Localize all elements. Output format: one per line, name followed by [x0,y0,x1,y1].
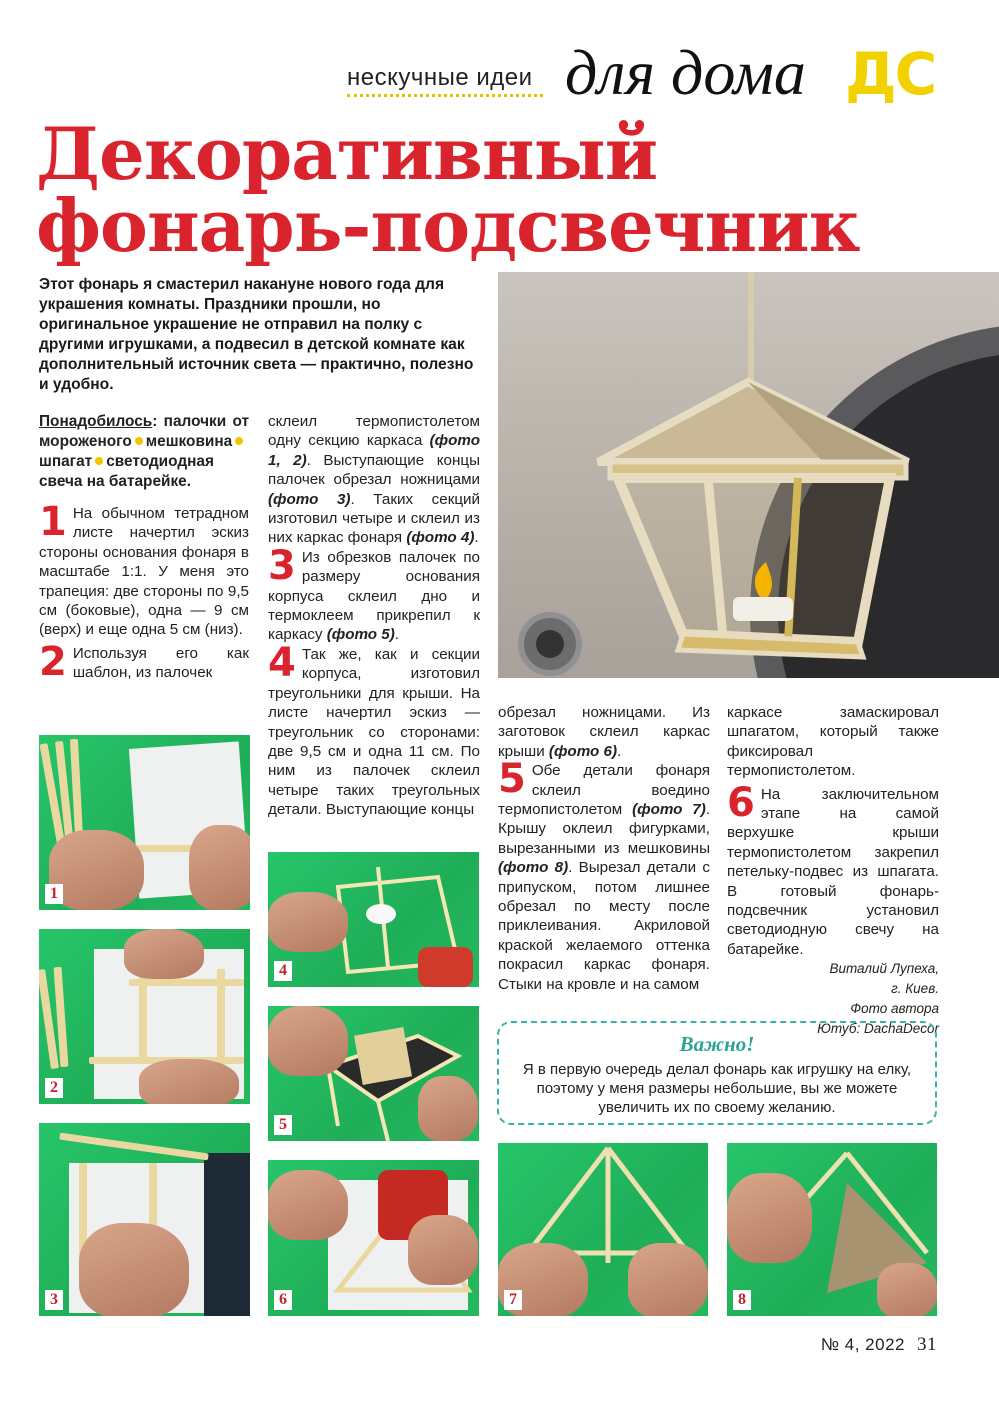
photo-number: 4 [274,961,292,981]
hand [408,1215,478,1285]
step-2-continued: склеил термопистолетом одну секцию каркаса (фото 1, 2). Выступающие концы палочек обрезал ножницами (фото 3). Таких секций изготовил четыре и склеил из них каркас фонаря (фото 4). [268,413,481,547]
lantern-main-photo [498,272,999,678]
material-item: палочки от мороженого [39,413,249,450]
roof-frame-line [608,1148,688,1253]
burlap-piece [354,1027,412,1085]
credit-city: г. Киев. [891,981,939,997]
hand [727,1173,812,1263]
text-column-2 [268,412,480,820]
text-column-4 [727,703,939,1039]
frame-line [328,1066,338,1126]
material-item: светодиодная свеча на батарейке. [39,453,214,490]
photo-number: 6 [274,1290,292,1310]
step-photo-2 [39,929,250,1104]
step-number: 2 [39,638,67,685]
important-note-box [497,1021,937,1125]
credit-photo: Фото автора [850,1001,939,1017]
glue-gun [418,947,473,987]
section-header [345,38,945,108]
step-number: 4 [268,639,296,686]
hand [268,892,348,952]
step-photo-1 [39,735,250,910]
photo-reference: (фото 1, 2) [268,432,480,469]
photo-number: 7 [504,1290,522,1310]
hand [124,929,204,979]
text-column-3 [498,703,710,994]
led-candle [733,597,793,621]
step-4-continued: обрезал ножницами. Из заготовок склеил каркас крыши (фото 6). [498,704,710,760]
step-2 [39,638,249,685]
important-heading: Важно! [679,1032,755,1056]
step-text: На обычном тетрадном листе начертил эскиз стороны основания фонаря в масштабе 1:1. У меня это трапеция: две стороны по 9,5 см (боковые), одна — 9 см (верх) и еще одна 5 см (низ). [39,505,249,639]
photo-number: 1 [45,884,63,904]
header-section-title: для дома [565,37,806,108]
step-photo-8 [727,1143,937,1316]
hand [189,825,250,910]
important-text: Я в первую очередь делал фонарь как игрушку на елку, поэтому у меня размеры небольшие, вы же можете увеличить их по своему желанию. [522,1061,912,1116]
hand [268,1006,348,1076]
bullet-dot [135,437,143,445]
header-tagline: нескучные идеи [347,64,533,91]
page-number: 31 [917,1334,937,1355]
step-photo-3 [39,1123,250,1316]
step-6: 6 На заключительном этапе на самой верхушке крыши термопистолетом закрепил петельку-подвес из шпагата. В готовый фонарь-подсвечник установил светодиодную свечу на батарейке. [727,779,939,958]
hand [418,1076,478,1141]
material-item: мешковина [145,433,233,450]
step-number: 3 [268,542,296,589]
article-title [36,111,936,268]
photo-number: 3 [45,1290,63,1310]
tagline-underline [347,94,543,97]
page-footer [821,1334,937,1356]
step-3: 3 Из обрезков палочек по размеру основания корпуса склеил дно и термоклеем прикрепил к каркасу (фото 5). [268,542,480,644]
roof-frame-line [528,1148,608,1253]
hand [49,830,144,910]
step-photo-4 [268,852,479,987]
step-5: 5 Обе детали фонаря склеил воедино термопистолетом (фото 7). Крышу оклеил фигурками, вырезанными из мешковины (фото 8). Вырезал детали с припуском, потом лишнее обрезал по месту после приклеивания. Акриловой краской желаемого оттенка покрасил каркас фонаря. Стыки на кровле и на самом [498,756,710,993]
photo-reference: (фото 5) [326,626,395,644]
step-photo-5 [268,1006,479,1141]
hand [268,1170,348,1240]
step-number: 6 [727,779,755,826]
step-4: 4 Так же, как и секции корпуса, изготовил треугольники для крыши. На листе начертил эскиз — треугольник со сторонами: две 9,5 см и одна 11 см. По ним из палочек склеил четыре таких треугольных детали. Выступающие концы [268,639,480,819]
hand [139,1059,239,1104]
credit-author: Виталий Лупеха, [829,961,939,977]
step-photo-7 [498,1143,708,1316]
step-photo-6 [268,1160,479,1316]
materials-label: Понадобилось [39,413,153,430]
photo-reference: (фото 4) [406,529,475,547]
article-lead: Этот фонарь я смастерил накануне нового года для украшения комнаты. Праздники прошли, но оригинальное украшение не отправил на полку с другими игрушками, а подвесил в детской комнате как дополнительный источник света — практично, полезно и удобно. [39,276,474,393]
step-number: 5 [498,756,526,803]
bullet-dot [235,437,243,445]
hand [79,1223,189,1316]
photo-reference: (фото 7) [632,801,706,819]
material-item: шпагат [39,453,93,470]
issue-number: № 4, 2022 [820,1335,905,1354]
step-5-continued: каркасе замаскировал шпагатом, который также фиксировал термопистолетом. [727,704,939,780]
popsicle-stick [129,979,244,986]
bullet-dot [95,457,103,465]
photo-reference: (фото 3) [268,490,351,508]
frame-line [378,1101,388,1141]
led-candle [366,904,396,924]
credit-youtube: Ютуб: DachaDecor [817,1021,939,1037]
photo-number: 8 [733,1290,751,1310]
photo-number: 5 [274,1115,292,1135]
photo-reference: (фото 8) [498,859,569,877]
dark-mat [204,1153,250,1316]
article-title-line2: фонарь-подсвечник [36,183,860,268]
materials-list: Понадобилось: палочки от мороженого мешковинашпагат светодиодная свеча на батарейке. [39,413,249,490]
photo-reference: (фото 6) [548,742,617,760]
magazine-logo: ДС [845,40,936,108]
hand [628,1243,708,1316]
hand [877,1263,937,1316]
step-text: Используя его как шаблон, из палочек [72,644,249,682]
lantern-illustration [498,272,999,678]
photo-number: 2 [45,1078,63,1098]
article-title-line1: Декоративный [36,111,658,196]
step-number: 1 [39,499,67,545]
popsicle-stick [59,1133,209,1161]
step-1 [39,499,249,640]
text-column-1 [39,412,249,683]
